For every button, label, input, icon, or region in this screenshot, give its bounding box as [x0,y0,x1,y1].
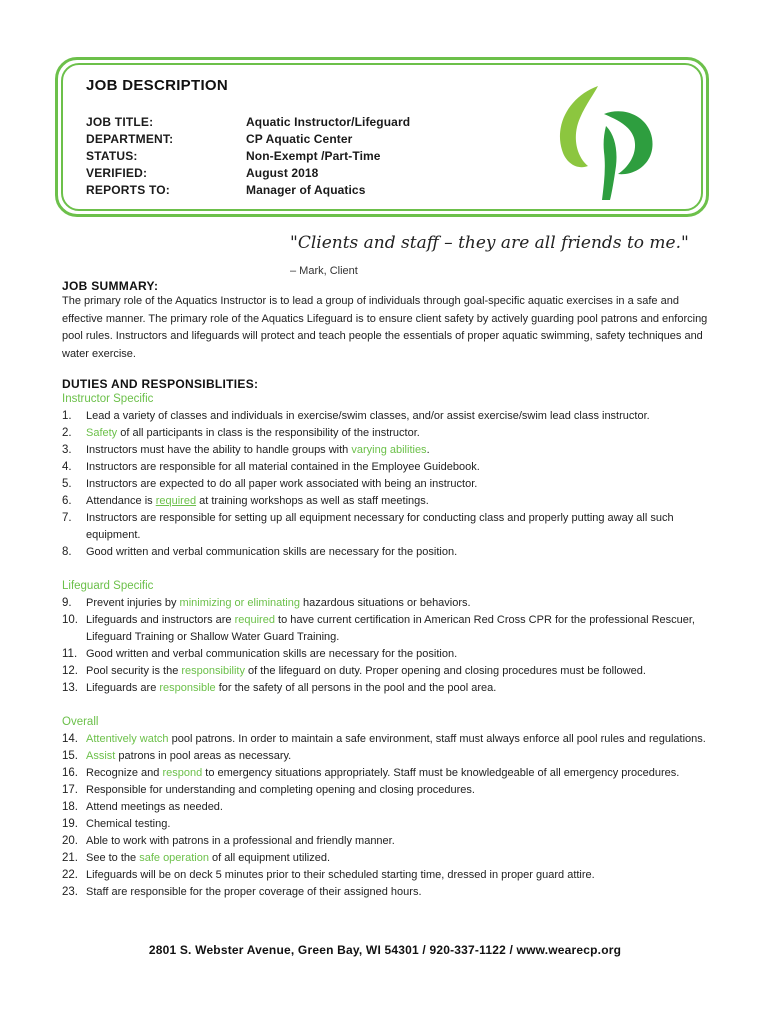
list-item [62,442,712,459]
item-text [86,476,712,493]
item-text [86,459,712,476]
item-number: 21. [62,852,78,864]
reports-to-label: REPORTS TO: [86,183,170,197]
duties-section [62,377,712,901]
item-text-post: to emergency situations appropriately. Staff must be knowledgeable of all emergency procedures. [202,767,680,779]
department-label: DEPARTMENT: [86,132,174,146]
item-text-post: for the safety of all persons in the pool and the pool area. [215,682,497,694]
item-number: 18. [62,801,78,813]
item-text [86,748,712,765]
quote-author: – Mark, Client [290,265,358,277]
item-number: 4. [62,461,72,473]
item-text [86,493,712,510]
item-text [86,867,712,884]
item-highlight: responsibility [181,665,245,677]
item-number: 14. [62,733,78,745]
item-text [86,680,712,697]
cp-logo-icon [548,78,658,202]
item-text-pre: Good written and verbal communication skills are necessary for the position. [86,546,458,558]
status-label: STATUS: [86,149,138,163]
lifeguard-duties-list [62,595,712,697]
item-number: 13. [62,682,78,694]
list-item [62,816,712,833]
info-row [86,131,410,148]
item-text [86,765,712,782]
item-text [86,816,712,833]
item-number: 3. [62,444,72,456]
verified-label: VERIFIED: [86,166,148,180]
info-row [86,165,410,182]
list-item [62,663,712,680]
item-text-pre: Recognize and [86,767,163,779]
item-text-pre: Instructors must have the ability to handle groups with [86,444,352,456]
info-row [86,148,410,165]
item-text [86,544,712,561]
item-text-post: to have current certification in American Red Cross CPR for the professional Rescuer, Lifeguard Training or Shallow Water Guard Training. [86,614,695,643]
item-number: 23. [62,886,78,898]
item-text-pre: Instructors are expected to do all paper work associated with being an instructor. [86,478,478,490]
item-text-pre: Lead a variety of classes and individuals in exercise/swim classes, and/or assist exercise/swim lead class instructor. [86,410,650,422]
list-item [62,459,712,476]
item-highlight: respond [162,767,203,779]
item-highlight: safe operation [139,852,209,864]
item-highlight: minimizing or eliminating [179,597,300,609]
item-number: 6. [62,495,72,507]
client-quote: "Clients and staff – they are all friends to me." [290,233,689,253]
item-text [86,612,712,646]
footer-contact: 2801 S. Webster Avenue, Green Bay, WI 54301 / 920-337-1122 / www.wearecp.org [148,943,622,957]
item-highlight: Assist [86,750,116,762]
item-highlight: Attentively watch [86,733,169,745]
item-number: 8. [62,546,72,558]
item-text-post: of all participants in class is the responsibility of the instructor. [117,427,420,439]
item-number: 12. [62,665,78,677]
job-info-table [86,114,410,199]
item-text-pre: Staff are responsible for the proper coverage of their assigned hours. [86,886,422,898]
item-text [86,782,712,799]
item-text [86,595,712,612]
item-text-pre: Lifeguards are [86,682,160,694]
job-summary-section [62,279,712,363]
item-text-pre: Attend meetings as needed. [86,801,223,813]
item-text-pre: Attendance is [86,495,156,507]
list-item [62,425,712,442]
item-text-post: of the lifeguard on duty. Proper opening and closing procedures must be followed. [244,665,646,677]
list-item [62,408,712,425]
instructor-duties-list [62,408,712,561]
item-number: 1. [62,410,72,422]
list-item [62,510,712,544]
item-text-pre: Instructors are responsible for all material contained in the Employee Guidebook. [86,461,480,473]
item-text [86,850,712,867]
job-title-label: JOB TITLE: [86,115,154,129]
item-text [86,884,712,901]
list-item [62,833,712,850]
item-highlight: varying abilities [351,444,427,456]
item-text-post: at training workshops as well as staff meetings. [196,495,429,507]
item-number: 11. [62,648,78,660]
department-value: CP Aquatic Center [246,132,353,146]
header-title: JOB DESCRIPTION [86,77,229,94]
item-number: 16. [62,767,78,779]
overall-heading: Overall [62,716,99,728]
item-text-pre: Pool security is the [86,665,182,677]
item-text [86,425,712,442]
list-item [62,595,712,612]
item-text [86,799,712,816]
item-text [86,663,712,680]
item-number: 20. [62,835,78,847]
item-highlight: Safety [86,427,118,439]
status-value: Non-Exempt /Part-Time [246,149,381,163]
item-text-pre: Good written and verbal communication skills are necessary for the position. [86,648,458,660]
item-text-pre: Able to work with patrons in a professional and friendly manner. [86,835,395,847]
item-text-pre: Prevent injuries by [86,597,180,609]
item-text-post: pool patrons. In order to maintain a safe environment, staff must always enforce all pool rules and regulations. [168,733,706,745]
item-text [86,833,712,850]
item-number: 15. [62,750,78,762]
item-text-post: . [426,444,430,456]
info-row [86,114,410,131]
reports-to-value: Manager of Aquatics [246,183,366,197]
item-highlight: required [234,614,275,626]
item-text-pre: See to the [86,852,140,864]
job-summary-heading: JOB SUMMARY: [62,279,159,293]
item-text-pre: Lifeguards will be on deck 5 minutes prior to their scheduled starting time, dressed in proper guard attire. [86,869,595,881]
job-title-value: Aquatic Instructor/Lifeguard [246,115,411,129]
instructor-specific-heading: Instructor Specific [62,393,154,405]
list-item [62,850,712,867]
item-text-pre: Lifeguards and instructors are [86,614,235,626]
list-item [62,493,712,510]
list-item [62,646,712,663]
overall-duties-list [62,731,712,901]
item-highlight: responsible [159,682,216,694]
job-summary-text: The primary role of the Aquatics Instructor is to lead a group of individuals through goal-specific aquatic exercises in a safe and effective manner. The primary role of the Aquatics Lifeguard is to ensure client safety by actively guarding pool patrons and enforcing pool rules. Instructors and lifeguards will protect and teach people the essentials of proper aquatic swimming, safety techniques and water exercise. [62,295,708,360]
item-number: 17. [62,784,78,796]
item-number: 10. [62,614,78,626]
item-text-pre: Chemical testing. [86,818,171,830]
item-text-pre: Instructors are responsible for setting up all equipment necessary for conducting class and properly putting away all such equipment. [86,512,674,541]
duties-heading: DUTIES AND RESPONSIBLITIES: [62,377,259,391]
item-number: 19. [62,818,78,830]
info-row [86,182,410,199]
item-text-post: hazardous situations or behaviors. [299,597,471,609]
list-item [62,612,712,646]
list-item [62,748,712,765]
item-text [86,442,712,459]
item-number: 22. [62,869,78,881]
item-highlight: required [155,495,197,507]
list-item [62,799,712,816]
item-text-pre: Responsible for understanding and completing opening and closing procedures. [86,784,475,796]
list-item [62,765,712,782]
list-item [62,884,712,901]
item-number: 7. [62,512,72,524]
item-text-post: patrons in pool areas as necessary. [115,750,292,762]
item-text [86,408,712,425]
list-item [62,782,712,799]
item-number: 2. [62,427,72,439]
lifeguard-specific-heading: Lifeguard Specific [62,580,154,592]
item-text [86,646,712,663]
list-item [62,867,712,884]
item-number: 9. [62,597,72,609]
item-text-post: of all equipment utilized. [208,852,331,864]
list-item [62,476,712,493]
item-text [86,510,712,544]
item-number: 5. [62,478,72,490]
item-text [86,731,712,748]
list-item [62,544,712,561]
list-item [62,731,712,748]
list-item [62,680,712,697]
verified-value: August 2018 [246,166,319,180]
